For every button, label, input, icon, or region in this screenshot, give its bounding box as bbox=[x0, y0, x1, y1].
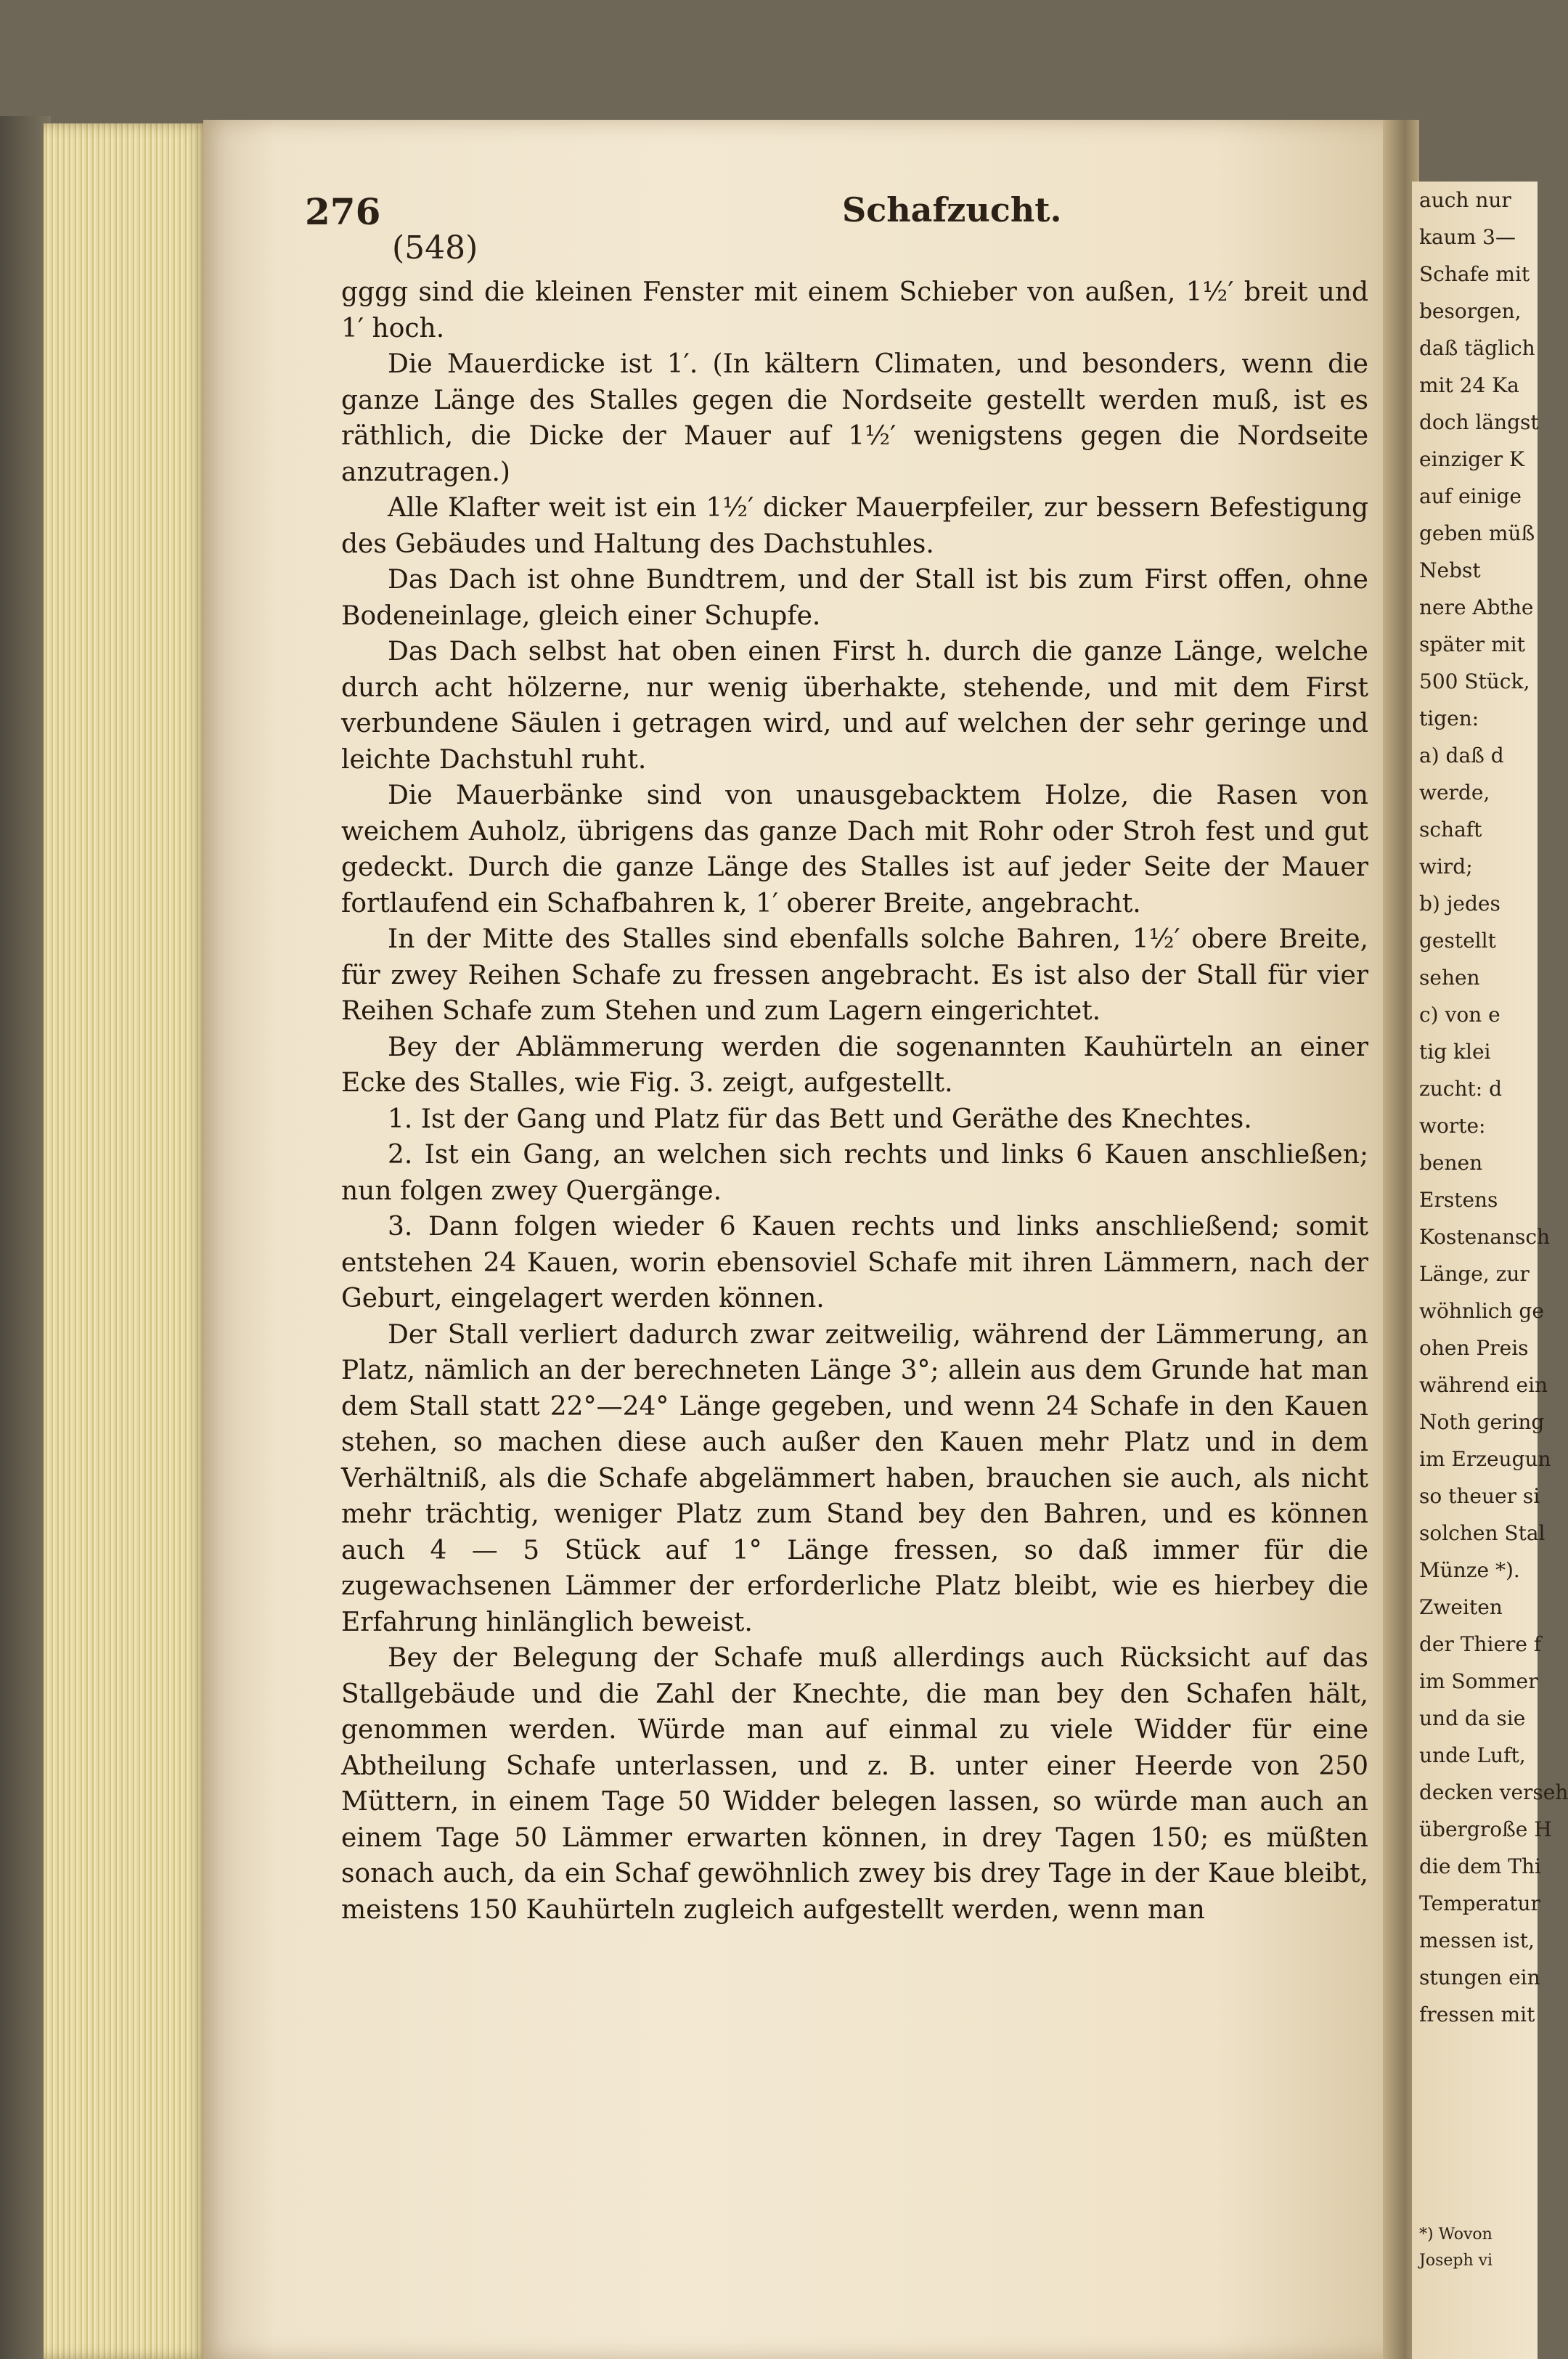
right-page-line: decken verseh bbox=[1419, 1780, 1568, 1804]
paragraph: 2. Ist ein Gang, an welchen sich rechts und links 6 Kauen anschließen; nun folgen zwey Quergänge. bbox=[341, 1140, 1368, 1206]
right-page-line: im Erzeugun bbox=[1419, 1447, 1551, 1471]
paragraph: 3. Dann folgen wieder 6 Kauen rechts und links anschließend; somit entstehen 24 Kauen, worin ebensoviel Schafe mit ihren Lämmern, nach der Geburt, eingelagert werden können. bbox=[341, 1212, 1368, 1313]
running-title: Schafzucht. bbox=[842, 190, 1062, 229]
right-page-line: während ein bbox=[1419, 1373, 1548, 1397]
right-page-line: Schafe mit bbox=[1419, 262, 1530, 286]
right-page-line: ohen Preis bbox=[1419, 1336, 1529, 1360]
right-page-line: auf einige bbox=[1419, 484, 1522, 508]
paragraph: Das Dach selbst hat oben einen First h. durch die ganze Länge, welche durch acht hölzerne, nur wenig überhakte, stehende, und mit dem First verbundene Säulen i getragen wird, und auf welchen der sehr geringe und leichte Dachstuhl ruht. bbox=[341, 637, 1368, 775]
right-page-line: die dem Thi bbox=[1419, 1854, 1541, 1878]
right-page-line: nere Abthe bbox=[1419, 595, 1534, 619]
right-page-line: besorgen, bbox=[1419, 299, 1522, 323]
right-page-line: a) daß d bbox=[1419, 743, 1504, 767]
right-page-fragment bbox=[1412, 182, 1568, 2359]
paragraph: Der Stall verliert dadurch zwar zeitweilig, während der Lämmerung, an Platz, nämlich an der berechneten Länge 3°; allein aus dem Grunde hat man dem Stall statt 22°—24° Länge gegeben, und wenn 24 Schafe in den Kauen stehen, so machen diese auch außer den Kauen mehr Platz und in dem Verhältniß, als die Schafe abgelämmert haben, brauchen sie auch, als nicht mehr trächtig, weniger Platz zum Stand bey den Bahren, und es können auch 4 — 5 Stück auf 1° Länge fressen, so daß immer für die zugewachsenen Lämmer der erforderliche Platz bleibt, wie es hierbey die Erfahrung hinlänglich beweist. bbox=[341, 1319, 1368, 1637]
paragraph: Bey der Belegung der Schafe muß allerdings auch Rücksicht auf das Stallgebäude und die Zahl der Knechte, die man bey den Schafen hält, genommen werden. Würde man auf einmal zu viele Widder für eine Abtheilung Schafe unterlassen, und z. B. unter einer Heerde von 250 Müttern, in einem Tage 50 Widder belegen lassen, so würde man auch an einem Tage 50 Lämmer erwarten können, in drey Tagen 150; es müßten sonach auch, da ein Schaf gewöhnlich zwey bis drey Tage in der Kaue bleibt, meistens 150 Kauhürteln zugleich aufgestellt werden, wenn man bbox=[341, 1643, 1368, 1925]
page-body bbox=[341, 274, 1368, 1928]
paragraph: Bey der Ablämmerung werden die sogenannten Kauhürteln an einer Ecke des Stalles, wie Fig. 3. zeigt, aufgestellt. bbox=[341, 1032, 1368, 1098]
paragraph: Die Mauerdicke ist 1′. (In kältern Climaten, und besonders, wenn die ganze Länge des Stalles gegen die Nordseite gestellt werden muß, ist es räthlich, die Dicke der Mauer auf 1½′ wenigstens gegen die Nordseite anzutragen.) bbox=[341, 349, 1368, 487]
right-page-line: Münze *). bbox=[1419, 1558, 1520, 1582]
right-page-line: tigen: bbox=[1419, 706, 1479, 730]
right-page-line: geben müß bbox=[1419, 521, 1535, 545]
paragraph: gggg sind die kleinen Fenster mit einem Schieber von außen, 1½′ breit und 1′ hoch. bbox=[341, 277, 1368, 343]
right-page-line: b) jedes bbox=[1419, 892, 1500, 916]
right-page-footnote-line: Joseph vi bbox=[1419, 2252, 1493, 2270]
right-page-line: Kostenansch bbox=[1419, 1225, 1551, 1249]
right-page-line: unde Luft, bbox=[1419, 1743, 1526, 1767]
right-page-line: Länge, zur bbox=[1419, 1262, 1530, 1286]
paragraph: Die Mauerbänke sind von unausgebacktem Holze, die Rasen von weichem Auholz, übrigens das ganze Dach mit Rohr oder Stroh fest und gut gedeckt. Durch die ganze Länge des Stalles ist auf jeder Seite der Mauer fortlaufend ein Schafbahren k, 1′ oberer Breite, angebracht. bbox=[341, 781, 1368, 918]
right-page-line: schaft bbox=[1419, 818, 1482, 842]
right-page-line: später mit bbox=[1419, 632, 1525, 656]
right-page-line: messen ist, bbox=[1419, 1928, 1535, 1952]
right-page-line: Zweiten bbox=[1419, 1595, 1503, 1619]
paragraph: Das Dach ist ohne Bundtrem, und der Stall ist bis zum First offen, ohne Bodeneinlage, gleich einer Schupfe. bbox=[341, 565, 1368, 631]
page-edges bbox=[44, 123, 211, 2359]
right-page-line: wöhnlich ge bbox=[1419, 1299, 1544, 1323]
right-page-line: der Thiere f bbox=[1419, 1632, 1542, 1656]
right-page-line: doch längst bbox=[1419, 410, 1539, 434]
right-page-line: benen bbox=[1419, 1151, 1483, 1175]
right-page-line: zucht: d bbox=[1419, 1077, 1503, 1101]
right-page-line: fressen mit bbox=[1419, 2002, 1535, 2026]
right-page-line: einziger K bbox=[1419, 447, 1524, 471]
right-page-line: kaum 3— bbox=[1419, 225, 1516, 249]
right-page-line: daß täglich bbox=[1419, 336, 1535, 360]
right-page-line: und da sie bbox=[1419, 1706, 1526, 1730]
right-page-line: mit 24 Ka bbox=[1419, 373, 1519, 397]
right-page-line: solchen Stal bbox=[1419, 1521, 1545, 1545]
right-page-line: Temperatur bbox=[1419, 1891, 1540, 1915]
page-number: 276 bbox=[305, 190, 381, 233]
right-page-line: so theuer si bbox=[1419, 1484, 1540, 1508]
right-page-footnote bbox=[1412, 2222, 1493, 2274]
paragraph: Alle Klafter weit ist ein 1½′ dicker Mauerpfeiler, zur bessern Befestigung des Gebäudes und Haltung des Dachstuhles. bbox=[341, 493, 1368, 559]
right-page-line: worte: bbox=[1419, 1114, 1486, 1138]
right-page-line: Noth gering bbox=[1419, 1410, 1545, 1434]
right-page-line: c) von e bbox=[1419, 1003, 1500, 1027]
right-page-line: Nebst bbox=[1419, 558, 1481, 582]
section-number: (548) bbox=[392, 229, 478, 266]
paragraph: In der Mitte des Stalles sind ebenfalls solche Bahren, 1½′ obere Breite, für zwey Reihen Schafe zu fressen angebracht. Es ist also der Stall für vier Reihen Schafe zum Stehen und zum Lagern eingerichtet. bbox=[341, 924, 1368, 1026]
right-page-line: übergroße H bbox=[1419, 1817, 1552, 1841]
right-page-line: Erstens bbox=[1419, 1188, 1498, 1212]
right-page-line: tig klei bbox=[1419, 1040, 1491, 1064]
right-page-line: sehen bbox=[1419, 966, 1480, 990]
right-page-line: im Sommer bbox=[1419, 1669, 1538, 1693]
right-page-footnote-line: *) Wovon bbox=[1419, 2225, 1493, 2244]
right-page-line: auch nur bbox=[1419, 188, 1511, 212]
right-page-line: gestellt bbox=[1419, 929, 1496, 953]
right-page-line: 500 Stück, bbox=[1419, 669, 1530, 693]
right-page-line: werde, bbox=[1419, 781, 1490, 804]
right-page-line: wird; bbox=[1419, 855, 1473, 879]
right-page-text bbox=[1412, 182, 1568, 2033]
paragraph: 1. Ist der Gang und Platz für das Bett und Geräthe des Knechtes. bbox=[388, 1104, 1252, 1134]
right-page-line: stungen ein bbox=[1419, 1965, 1540, 1989]
